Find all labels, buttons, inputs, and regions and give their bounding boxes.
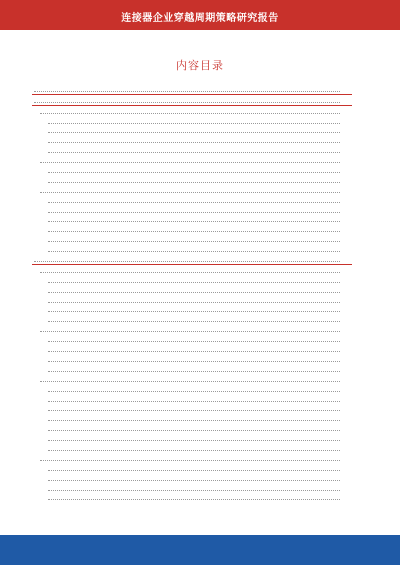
toc-entry[interactable] <box>32 135 352 145</box>
toc-dot-leader <box>48 311 340 312</box>
toc-dot-leader <box>48 123 340 124</box>
toc-dot-leader <box>34 102 340 103</box>
toc-dot-leader <box>34 261 340 262</box>
toc-dot-leader <box>48 499 340 500</box>
toc-dot-leader <box>48 450 340 451</box>
toc-dot-leader <box>40 460 340 461</box>
toc-entry[interactable] <box>32 234 352 244</box>
page-header <box>0 0 400 30</box>
toc-entry[interactable] <box>32 116 352 126</box>
toc-entry[interactable] <box>32 195 352 205</box>
report-title: 连接器企业穿越周期策略研究报告 <box>121 13 279 24</box>
toc-entry[interactable] <box>32 305 352 315</box>
toc-entry[interactable] <box>32 413 352 423</box>
toc-dot-leader <box>40 272 340 273</box>
toc-dot-leader <box>48 351 340 352</box>
toc-entry[interactable] <box>32 453 352 463</box>
toc-entry[interactable] <box>32 364 352 374</box>
toc-dot-leader <box>48 430 340 431</box>
toc-entry[interactable] <box>32 106 352 116</box>
toc-dot-leader <box>48 371 340 372</box>
toc-entry[interactable] <box>32 185 352 195</box>
toc-dot-leader <box>40 113 340 114</box>
toc-entry[interactable] <box>32 384 352 394</box>
page-footer <box>0 535 400 565</box>
toc-entry[interactable] <box>32 324 352 334</box>
toc-dot-leader <box>48 321 340 322</box>
toc-entry[interactable] <box>32 334 352 344</box>
toc-dot-leader <box>48 470 340 471</box>
toc-dot-leader <box>48 480 340 481</box>
toc-dot-leader <box>40 381 340 382</box>
toc-entry[interactable] <box>32 205 352 215</box>
toc-entry[interactable] <box>32 165 352 175</box>
toc-dot-leader <box>40 192 340 193</box>
toc-dot-leader <box>48 302 340 303</box>
toc-dot-leader <box>40 331 340 332</box>
toc-dot-leader <box>48 440 340 441</box>
toc-dot-leader <box>48 212 340 213</box>
toc-entry[interactable] <box>32 295 352 305</box>
toc-entry[interactable] <box>32 244 352 254</box>
toc-dot-leader <box>48 361 340 362</box>
toc-entry[interactable] <box>32 84 352 95</box>
toc-dot-leader <box>48 231 340 232</box>
toc-dot-leader <box>48 490 340 491</box>
toc-entry[interactable] <box>32 126 352 136</box>
toc-entry[interactable] <box>32 404 352 414</box>
toc-entry[interactable] <box>32 175 352 185</box>
toc-entry[interactable] <box>32 95 352 106</box>
toc-dot-leader <box>48 221 340 222</box>
toc-dot-leader <box>34 91 340 92</box>
toc-dot-leader <box>40 162 340 163</box>
toc-dot-leader <box>48 282 340 283</box>
toc-heading: 内容目录 <box>176 59 224 72</box>
toc-dot-leader <box>48 410 340 411</box>
toc-entry[interactable] <box>32 285 352 295</box>
toc-entry[interactable] <box>32 275 352 285</box>
toc-entry[interactable] <box>32 254 352 265</box>
toc-entry[interactable] <box>32 473 352 483</box>
toc-entry[interactable] <box>32 394 352 404</box>
toc-entry[interactable] <box>32 463 352 473</box>
toc-entry[interactable] <box>32 374 352 384</box>
toc-dot-leader <box>48 241 340 242</box>
toc-entry[interactable] <box>32 433 352 443</box>
toc-dot-leader <box>48 202 340 203</box>
toc-entry[interactable] <box>32 423 352 433</box>
toc-entry[interactable] <box>32 155 352 165</box>
toc-dot-leader <box>48 172 340 173</box>
toc-entry[interactable] <box>32 314 352 324</box>
toc-entry[interactable] <box>32 443 352 453</box>
toc-dot-leader <box>48 182 340 183</box>
toc-entry[interactable] <box>32 215 352 225</box>
toc-entry[interactable] <box>32 493 352 503</box>
toc-entry[interactable] <box>32 483 352 493</box>
toc-dot-leader <box>48 420 340 421</box>
toc-entry[interactable] <box>32 145 352 155</box>
toc-dot-leader <box>48 401 340 402</box>
toc-list <box>32 84 352 502</box>
toc-dot-leader <box>48 132 340 133</box>
toc-dot-leader <box>48 292 340 293</box>
toc-dot-leader <box>48 251 340 252</box>
toc-entry[interactable] <box>32 265 352 275</box>
toc-entry[interactable] <box>32 354 352 364</box>
toc-dot-leader <box>48 391 340 392</box>
toc-entry[interactable] <box>32 224 352 234</box>
toc-dot-leader <box>48 152 340 153</box>
toc-dot-leader <box>48 142 340 143</box>
toc-entry[interactable] <box>32 344 352 354</box>
toc-dot-leader <box>48 341 340 342</box>
